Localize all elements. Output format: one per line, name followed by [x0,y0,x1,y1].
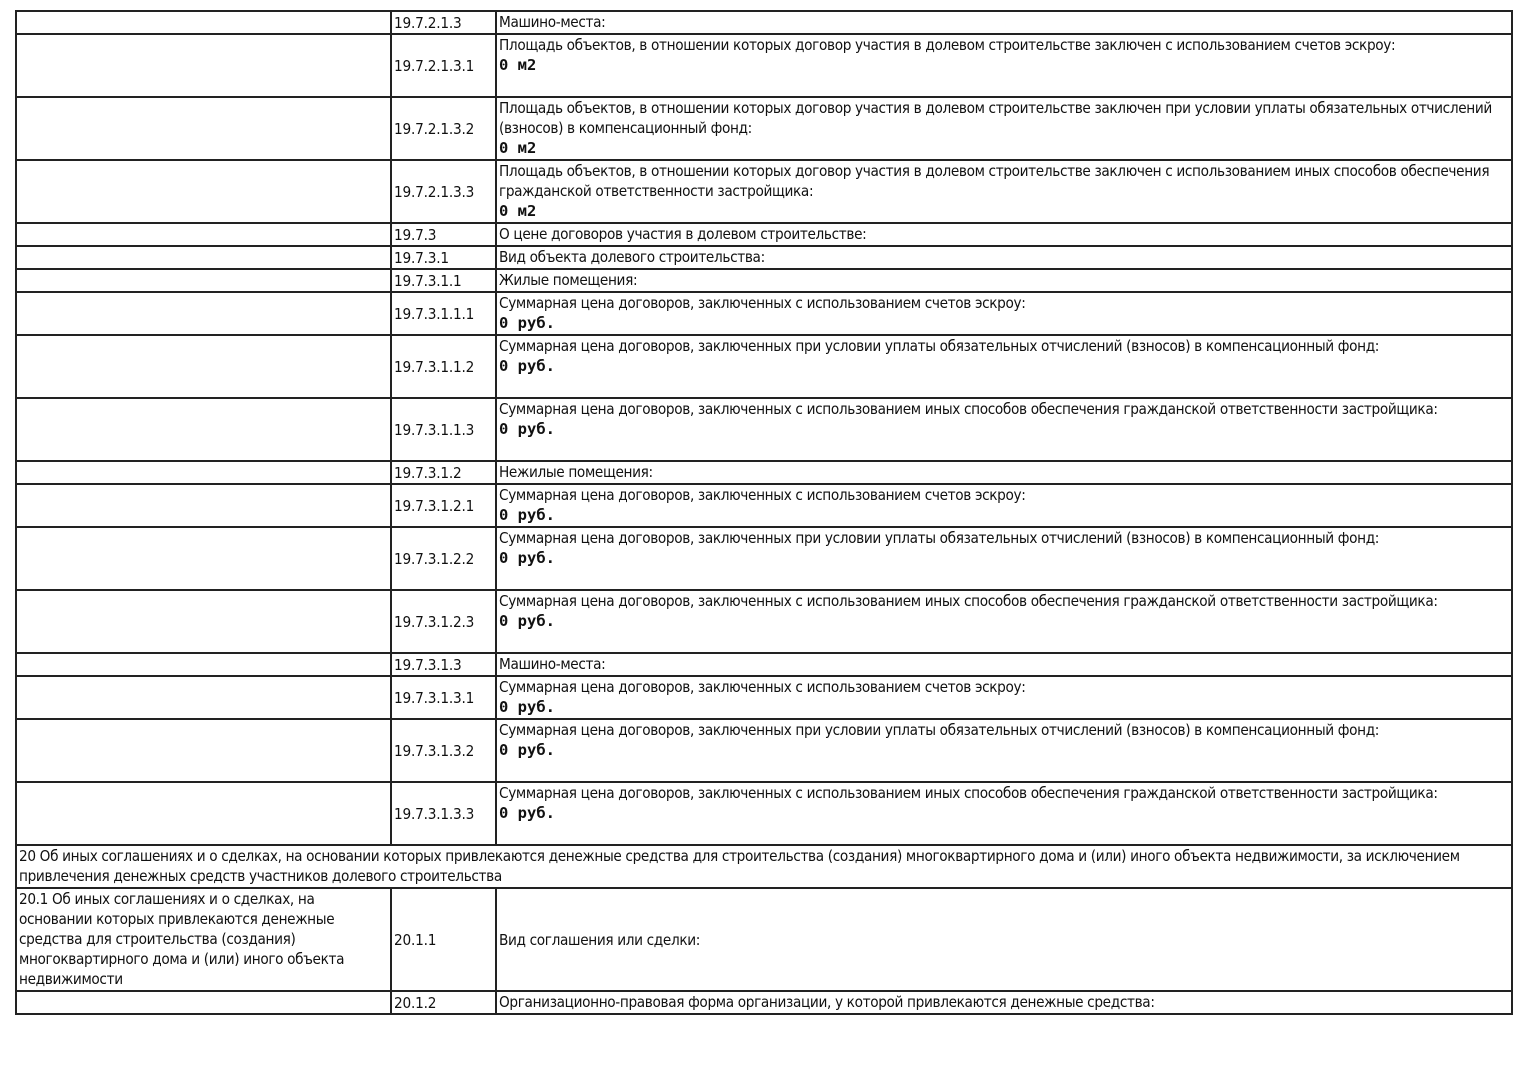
empty-cell [16,34,391,97]
row-content [496,653,1512,676]
row-code: 19.7.3 [391,223,496,246]
row-content [496,97,1512,160]
row-code: 19.7.3.1.1 [391,269,496,292]
row-value: 0 м2 [499,56,537,74]
row-value: 0 руб. [499,741,555,759]
row-content [496,223,1512,246]
empty-cell [16,527,391,590]
empty-cell [16,160,391,223]
row-label: О цене договоров участия в долевом строительстве: [499,225,867,243]
table-row [16,269,1512,292]
table-row [16,335,1512,398]
row-content [496,461,1512,484]
row-code: 19.7.3.1.3 [391,653,496,676]
row-value: 0 руб. [499,549,555,567]
row-label: Машино-места: [499,655,606,673]
row-label: Суммарная цена договоров, заключенных с использованием счетов эскроу: [499,294,1026,312]
row-code: 19.7.3.1 [391,246,496,269]
row-code: 19.7.3.1.1.2 [391,335,496,398]
row-value: 0 руб. [499,420,555,438]
empty-cell [16,269,391,292]
section-20-header-row [16,845,1512,888]
table-row [16,888,1512,991]
subsection-20-1-title: 20.1 Об иных соглашениях и о сделках, на основании которых привлекаются денежные средства для строительства (создания) многоквартирного дома и (или) иного объекта недвижимости [16,888,391,991]
row-label: Суммарная цена договоров, заключенных при условии уплаты обязательных отчислений (взносов) в компенсационный фонд: [499,529,1380,547]
table-row [16,246,1512,269]
empty-cell [16,719,391,782]
row-content [496,676,1512,719]
table-row [16,398,1512,461]
row-value: 0 руб. [499,612,555,630]
row-code: 19.7.3.1.3.3 [391,782,496,845]
row-value: 0 м2 [499,139,537,157]
row-label: Вид объекта долевого строительства: [499,248,765,266]
row-value: 0 руб. [499,698,555,716]
row-code: 20.1.1 [391,888,496,991]
table-row [16,653,1512,676]
row-content [496,269,1512,292]
row-code: 19.7.3.1.2.3 [391,590,496,653]
row-value: 0 руб. [499,357,555,375]
row-label: Площадь объектов, в отношении которых договор участия в долевом строительстве заключен при условии уплаты обязательных отчислений (взносов) в компенсационный фонд: [499,99,1492,137]
row-code: 19.7.2.1.3.3 [391,160,496,223]
table-row [16,292,1512,335]
declaration-table [15,10,1513,1015]
empty-cell [16,676,391,719]
row-code: 19.7.3.1.1.3 [391,398,496,461]
row-label: Площадь объектов, в отношении которых договор участия в долевом строительстве заключен с использованием иных способов обеспечения гражданской ответственности застройщика: [499,162,1490,200]
row-label: Организационно-правовая форма организации, у которой привлекаются денежные средства: [496,991,1512,1014]
section-20-title: 20 Об иных соглашениях и о сделках, на основании которых привлекаются денежные средства для строительства (создания) многоквартирного дома и (или) иного объекта недвижимости, за исключением привлечения денежных средств участников долевого строительства [16,845,1512,888]
row-label: Суммарная цена договоров, заключенных с использованием иных способов обеспечения гражданской ответственности застройщика: [499,400,1438,418]
table-row [16,782,1512,845]
row-content [496,484,1512,527]
row-label: Суммарная цена договоров, заключенных с использованием счетов эскроу: [499,486,1026,504]
row-label: Суммарная цена договоров, заключенных с использованием счетов эскроу: [499,678,1026,696]
table-row [16,97,1512,160]
row-label: Суммарная цена договоров, заключенных с использованием иных способов обеспечения гражданской ответственности застройщика: [499,592,1438,610]
empty-cell [16,335,391,398]
row-code: 19.7.3.1.3.2 [391,719,496,782]
row-code: 20.1.2 [391,991,496,1014]
row-content [496,34,1512,97]
row-code: 19.7.2.1.3.1 [391,34,496,97]
table-row [16,676,1512,719]
row-code: 19.7.2.1.3 [391,11,496,34]
row-content [496,527,1512,590]
row-value: 0 руб. [499,506,555,524]
row-value: 0 руб. [499,804,555,822]
row-content [496,719,1512,782]
row-content [496,160,1512,223]
empty-cell [16,484,391,527]
table-row [16,719,1512,782]
empty-cell [16,97,391,160]
row-content [496,782,1512,845]
row-label: Суммарная цена договоров, заключенных при условии уплаты обязательных отчислений (взносов) в компенсационный фонд: [499,337,1380,355]
table-row [16,590,1512,653]
row-value: 0 руб. [499,314,555,332]
row-content [496,398,1512,461]
table-row [16,160,1512,223]
empty-cell [16,223,391,246]
row-code: 19.7.3.1.2.1 [391,484,496,527]
row-code: 19.7.3.1.3.1 [391,676,496,719]
empty-cell [16,782,391,845]
row-content [496,292,1512,335]
table-row [16,34,1512,97]
row-label: Площадь объектов, в отношении которых договор участия в долевом строительстве заключен с использованием счетов эскроу: [499,36,1396,54]
table-row [16,484,1512,527]
empty-cell [16,292,391,335]
row-code: 19.7.3.1.1.1 [391,292,496,335]
empty-cell [16,11,391,34]
table-row [16,527,1512,590]
row-value: 0 м2 [499,202,537,220]
table-row [16,461,1512,484]
table-row [16,991,1512,1014]
row-label: Суммарная цена договоров, заключенных при условии уплаты обязательных отчислений (взносов) в компенсационный фонд: [499,721,1380,739]
row-content [496,590,1512,653]
empty-cell [16,590,391,653]
row-code: 19.7.3.1.2 [391,461,496,484]
row-code: 19.7.2.1.3.2 [391,97,496,160]
empty-cell [16,461,391,484]
empty-cell [16,653,391,676]
row-label: Суммарная цена договоров, заключенных с использованием иных способов обеспечения гражданской ответственности застройщика: [499,784,1438,802]
row-content [496,11,1512,34]
table-row [16,223,1512,246]
row-content [496,335,1512,398]
row-label: Нежилые помещения: [499,463,653,481]
row-code: 19.7.3.1.2.2 [391,527,496,590]
row-label: Вид соглашения или сделки: [496,888,1512,991]
row-label: Машино-места: [499,13,606,31]
table-row [16,11,1512,34]
row-label: Жилые помещения: [499,271,638,289]
empty-cell [16,398,391,461]
row-content [496,246,1512,269]
empty-cell [16,246,391,269]
empty-cell [16,991,391,1014]
